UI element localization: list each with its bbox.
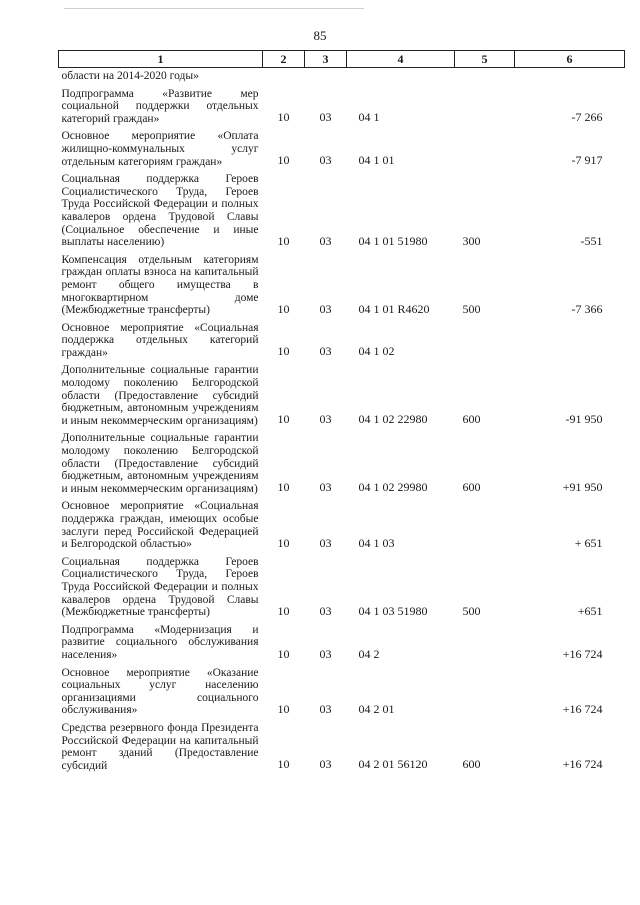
row-description: области на 2014-2020 годы» xyxy=(61,70,199,82)
table-row xyxy=(59,128,625,171)
header-col-5: 5 xyxy=(455,51,515,68)
table-row xyxy=(59,720,625,775)
row-subsection-code: 03 xyxy=(319,535,332,550)
row-target-article-code: 04 1 03 51980 xyxy=(358,603,428,618)
row-amount: -7 917 xyxy=(571,153,603,168)
row-amount: -551 xyxy=(580,233,603,248)
row-target-article-code xyxy=(347,68,455,86)
row-expense-type-code: 600 xyxy=(462,480,481,495)
table-row xyxy=(59,498,625,553)
row-expense-type-code xyxy=(455,68,515,86)
row-subsection-code: 03 xyxy=(319,480,332,495)
row-description: Основное мероприятие «Социальная поддержка отдельных категорий граждан» xyxy=(61,321,259,359)
row-amount xyxy=(515,320,625,363)
row-target-article-code: 04 1 02 xyxy=(358,344,395,359)
row-target-article-code: 04 1 02 29980 xyxy=(358,480,428,495)
row-target-article-code: 04 2 01 56120 xyxy=(358,757,428,772)
row-expense-type-code: 600 xyxy=(462,412,481,427)
row-section-code: 10 xyxy=(277,480,290,495)
row-expense-type-code: 500 xyxy=(462,301,481,316)
table-row xyxy=(59,68,625,86)
table-row xyxy=(59,622,625,665)
row-section-code: 10 xyxy=(277,757,290,772)
row-section-code xyxy=(263,68,305,86)
header-col-3: 3 xyxy=(305,51,347,68)
row-amount: -7 366 xyxy=(571,301,603,316)
row-target-article-code: 04 1 03 xyxy=(358,535,395,550)
row-section-code: 10 xyxy=(277,412,290,427)
row-description: Компенсация отдельным категориям граждан оплаты взноса на капитальный ремонт общего имущества в многоквартирном доме (Межбюджетные трансферты) xyxy=(61,253,259,317)
row-description: Средства резервного фонда Президента Российской Федерации на капитальный ремонт зданий (Предоставление субсидий xyxy=(61,721,259,772)
row-amount xyxy=(515,68,625,86)
row-expense-type-code xyxy=(455,320,515,363)
header-col-6: 6 xyxy=(515,51,625,68)
row-section-code: 10 xyxy=(277,603,290,618)
row-target-article-code: 04 1 01 xyxy=(358,153,395,168)
header-col-1: 1 xyxy=(59,51,263,68)
row-subsection-code: 03 xyxy=(319,110,332,125)
row-section-code: 10 xyxy=(277,153,290,168)
row-section-code: 10 xyxy=(277,110,290,125)
row-description: Основное мероприятие «Социальная поддержка граждан, имеющих особые заслуги перед Российской Федерацией и Белгородской областью» xyxy=(61,500,259,551)
row-amount: -91 950 xyxy=(565,412,603,427)
table-header xyxy=(59,51,625,68)
row-description: Основное мероприятие «Оплата жилищно-коммунальных услуг отдельным категориям граждан» xyxy=(61,130,259,168)
row-target-article-code: 04 1 01 51980 xyxy=(358,233,428,248)
table-row xyxy=(59,430,625,498)
row-description: Социальная поддержка Героев Социалистического Труда, Героев Труда Российской Федерации и полных кавалеров ордена Трудовой Славы (Межбюджетные трансферты) xyxy=(61,555,259,619)
row-description: Подпрограмма «Модернизация и развитие социального обслуживания населения» xyxy=(61,623,259,661)
row-subsection-code: 03 xyxy=(319,757,332,772)
row-amount: +91 950 xyxy=(562,480,603,495)
row-section-code: 10 xyxy=(277,344,290,359)
row-expense-type-code xyxy=(455,128,515,171)
table-row xyxy=(59,362,625,430)
table-row xyxy=(59,320,625,363)
row-amount: +16 724 xyxy=(562,701,603,716)
budget-table xyxy=(58,50,625,775)
row-amount: +651 xyxy=(577,603,603,618)
row-subsection-code: 03 xyxy=(319,301,332,316)
row-amount: +16 724 xyxy=(562,646,603,661)
row-amount: +16 724 xyxy=(562,757,603,772)
row-subsection-code: 03 xyxy=(319,701,332,716)
row-expense-type-code xyxy=(455,498,515,553)
table-body xyxy=(59,68,625,776)
row-subsection-code xyxy=(305,68,347,86)
row-description: Социальная поддержка Героев Социалистического Труда, Героев Труда Российской Федерации и полных кавалеров ордена Трудовой Славы (Социальное обеспечение и иные выплаты населению) xyxy=(61,173,259,249)
row-expense-type-code xyxy=(455,86,515,129)
row-section-code: 10 xyxy=(277,646,290,661)
table-row xyxy=(59,171,625,252)
row-expense-type-code: 300 xyxy=(462,233,481,248)
table-row xyxy=(59,86,625,129)
row-target-article-code: 04 1 02 22980 xyxy=(358,412,428,427)
row-target-article-code: 04 2 01 xyxy=(358,701,395,716)
row-target-article-code: 04 1 01 R4620 xyxy=(358,301,430,316)
header-row xyxy=(59,51,625,68)
table-row xyxy=(59,554,625,622)
row-amount: + 651 xyxy=(574,535,603,550)
row-expense-type-code xyxy=(455,665,515,720)
row-target-article-code: 04 1 xyxy=(358,110,380,125)
header-col-2: 2 xyxy=(263,51,305,68)
row-target-article-code: 04 2 xyxy=(358,646,380,661)
table-row xyxy=(59,252,625,320)
row-description: Дополнительные социальные гарантии молодому поколению Белгородской области (Предоставление субсидий бюджетным, автономным учреждениям и иным некоммерческим организациям) xyxy=(61,432,259,495)
header-col-4: 4 xyxy=(347,51,455,68)
row-description: Подпрограмма «Развитие мер социальной поддержки отдельных категорий граждан» xyxy=(61,87,259,125)
row-expense-type-code: 600 xyxy=(462,757,481,772)
row-expense-type-code xyxy=(455,622,515,665)
row-subsection-code: 03 xyxy=(319,603,332,618)
row-amount: -7 266 xyxy=(571,110,603,125)
row-subsection-code: 03 xyxy=(319,412,332,427)
row-section-code: 10 xyxy=(277,301,290,316)
page-number: 85 xyxy=(313,28,327,43)
table-row xyxy=(59,665,625,720)
row-section-code: 10 xyxy=(277,233,290,248)
row-subsection-code: 03 xyxy=(319,344,332,359)
row-subsection-code: 03 xyxy=(319,233,332,248)
row-subsection-code: 03 xyxy=(319,646,332,661)
row-section-code: 10 xyxy=(277,701,290,716)
row-section-code: 10 xyxy=(277,535,290,550)
row-description: Дополнительные социальные гарантии молодому поколению Белгородской области (Предоставление субсидий бюджетным, автономным учреждениям и иным некоммерческим организациям) xyxy=(61,364,259,427)
row-subsection-code: 03 xyxy=(319,153,332,168)
row-expense-type-code: 500 xyxy=(462,603,481,618)
scan-top-rule xyxy=(64,8,364,9)
row-description: Основное мероприятие «Оказание социальных услуг населению организациями социального обслуживания» xyxy=(61,666,259,717)
